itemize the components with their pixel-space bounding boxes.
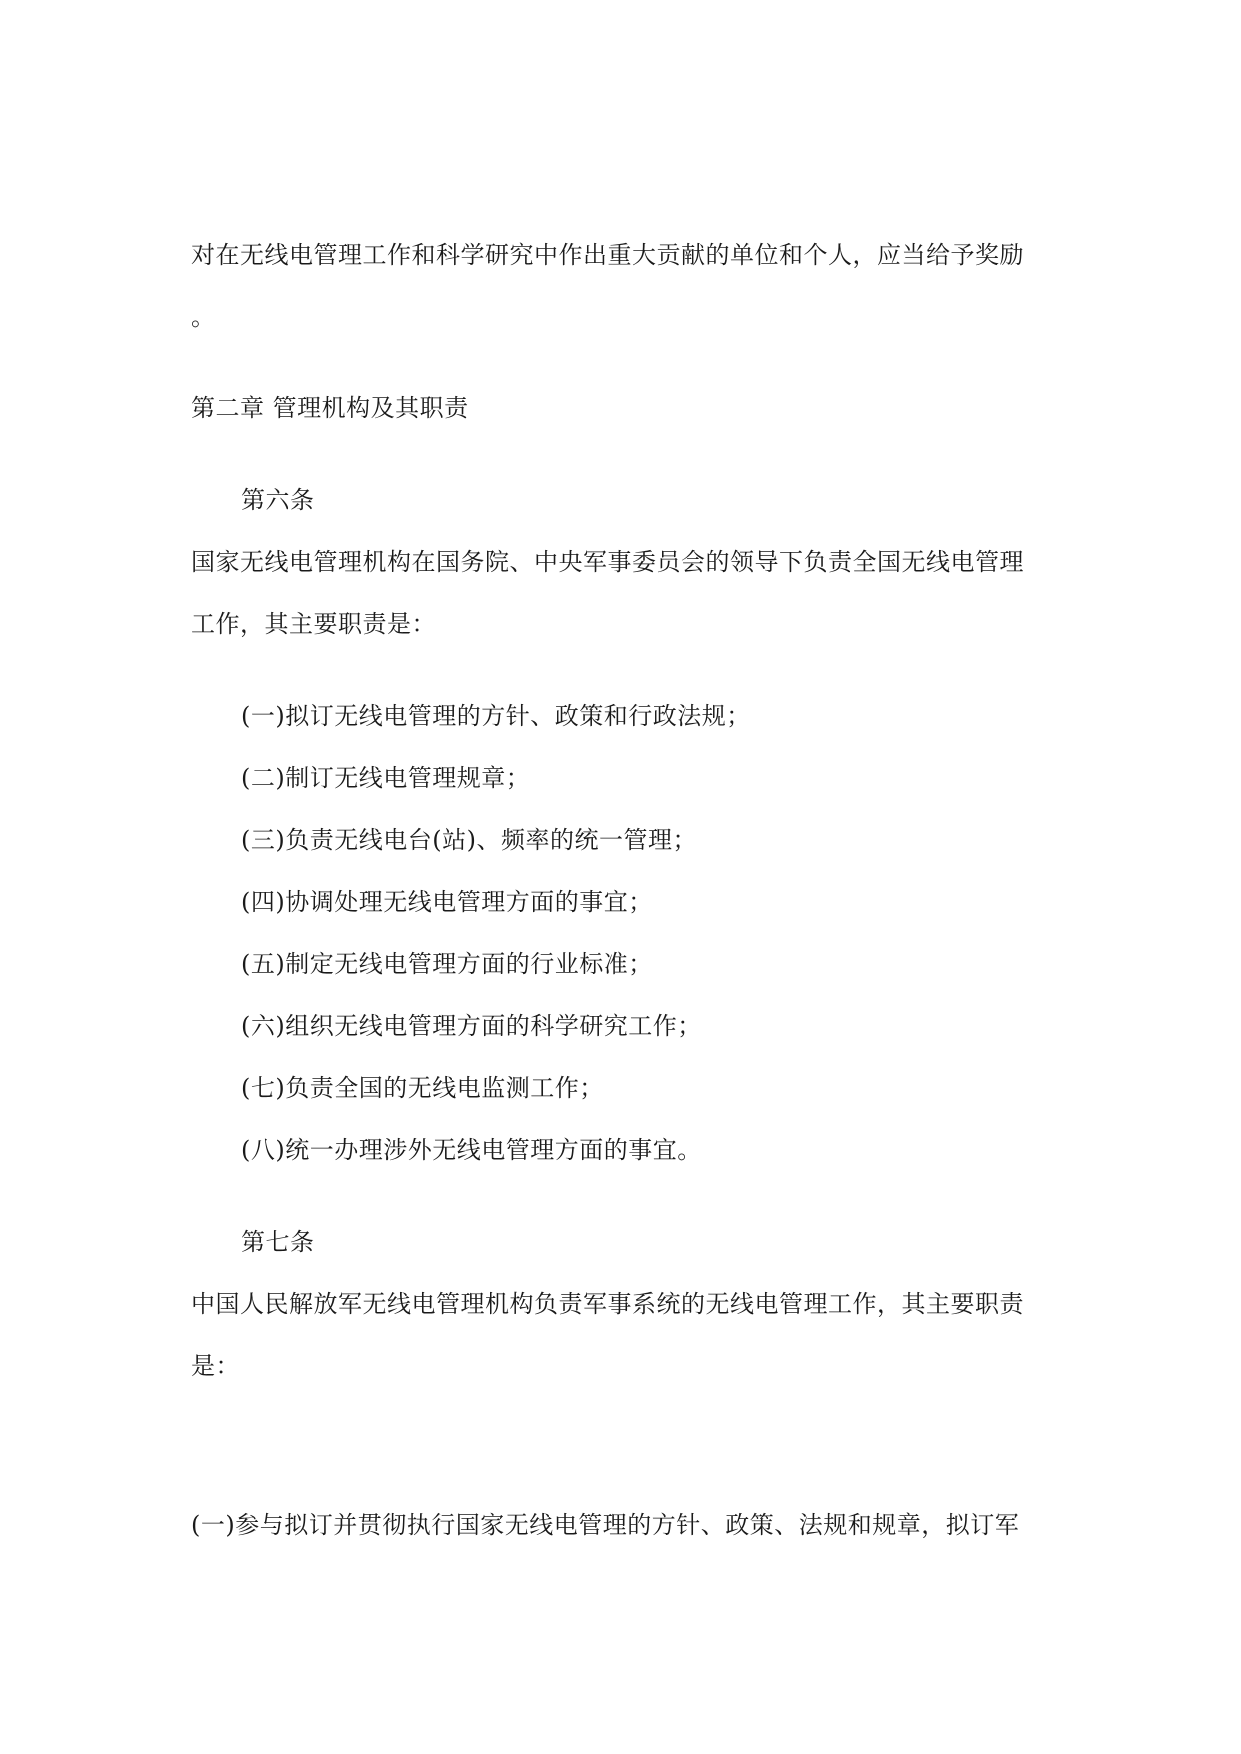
- article-6-item-8: (八)统一办理涉外无线电管理方面的事宜。: [241, 1136, 702, 1164]
- article-6-item-2: (二)制订无线电管理规章；: [241, 764, 531, 792]
- article-6-body-line-2: 工作，其主要职责是：: [191, 610, 436, 638]
- article-7-item-1: (一)参与拟订并贯彻执行国家无线电管理的方针、政策、法规和规章，拟订军: [191, 1511, 1020, 1539]
- article-6-item-7: (七)负责全国的无线电监测工作；: [241, 1074, 604, 1102]
- article-6-title: 第六条: [241, 486, 315, 514]
- article-6-item-4: (四)协调处理无线电管理方面的事宜；: [241, 888, 653, 916]
- article-6-item-1: (一)拟订无线电管理的方针、政策和行政法规；: [241, 702, 751, 730]
- intro-paragraph-line-2: 。: [191, 303, 216, 331]
- chapter-heading: 第二章 管理机构及其职责: [191, 394, 469, 422]
- article-7-body-line-2: 是：: [191, 1352, 240, 1380]
- article-7-title: 第七条: [241, 1228, 315, 1256]
- article-6-item-5: (五)制定无线电管理方面的行业标准；: [241, 950, 653, 978]
- article-6-body-line-1: 国家无线电管理机构在国务院、中央军事委员会的领导下负责全国无线电管理: [191, 548, 1024, 576]
- intro-paragraph-line-1: 对在无线电管理工作和科学研究中作出重大贡献的单位和个人，应当给予奖励: [191, 241, 1024, 269]
- article-7-body-line-1: 中国人民解放军无线电管理机构负责军事系统的无线电管理工作，其主要职责: [191, 1290, 1024, 1318]
- article-6-item-3: (三)负责无线电台(站)、频率的统一管理；: [241, 826, 697, 854]
- article-6-item-6: (六)组织无线电管理方面的科学研究工作；: [241, 1012, 702, 1040]
